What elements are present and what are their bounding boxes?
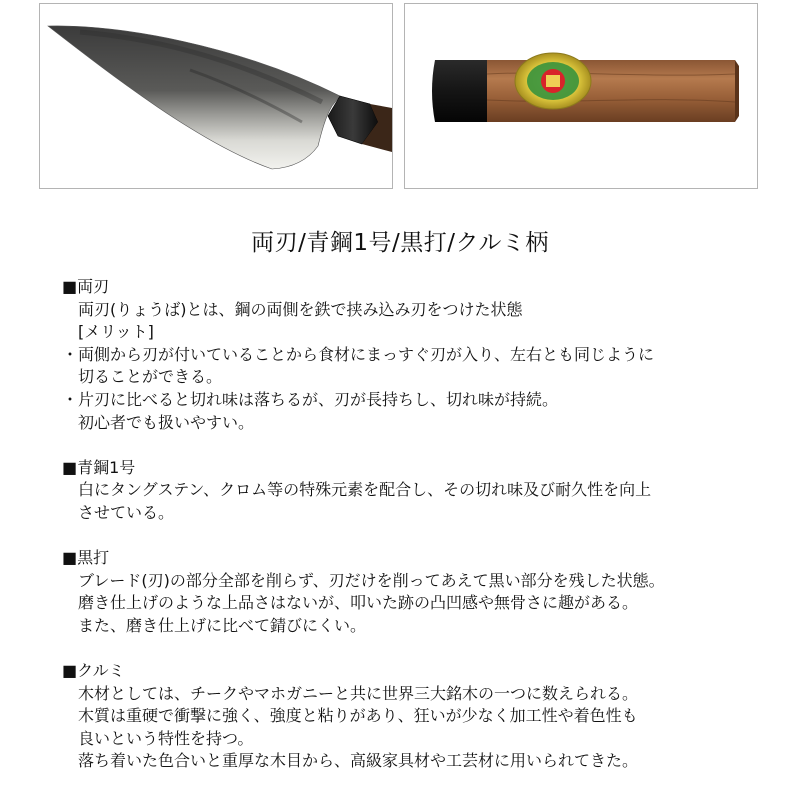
- body-line: 木質は重硬で衝撃に強く、強度と粘りがあり、狂いが少なく加工性や着色性も: [78, 706, 638, 726]
- bullet-line: ・片刃に比べると切れ味は落ちるが、刃が長持ちし、切れ味が持続。: [62, 389, 559, 409]
- body-line: また、磨き仕上げに比べて錆びにくい。: [78, 615, 367, 635]
- section-heading: ■青鋼1号: [62, 457, 136, 477]
- section-heading: ■両刃: [62, 277, 110, 296]
- section: [62, 547, 782, 637]
- body-line: 白にタングステン、クロム等の特殊元素を配合し、その切れ味及び耐久性を向上: [78, 480, 652, 500]
- knife-blade-photo: [39, 3, 393, 189]
- body-line: 初心者でも扱いやすい。: [78, 412, 255, 432]
- knife-blade-image: [40, 4, 392, 188]
- page-title: 両刃/青鋼1号/黒打/クルミ柄: [251, 230, 549, 256]
- section-spacer: [62, 525, 782, 548]
- section-spacer: [62, 638, 782, 661]
- body-line: 切ることができる。: [78, 367, 223, 387]
- body-line: 両刃(りょうば)とは、鋼の両側を鉄で挟み込み刃をつけた状態: [78, 299, 523, 319]
- section: [62, 660, 782, 773]
- body-line: 良いという特性を持つ。: [78, 728, 254, 748]
- section: [62, 457, 782, 525]
- section: [62, 276, 782, 434]
- body-line: 磨き仕上げのような上品さはないが、叩いた跡の凸凹感や無骨さに趣がある。: [78, 593, 639, 613]
- section-heading: ■クルミ: [62, 661, 125, 681]
- body-line: ブレード(刃)の部分全部を削らず、刃だけを削ってあえて黒い部分を残した状態。: [78, 570, 665, 590]
- body-line: 木材としては、チークやマホガニーと共に世界三大銘木の一つに数えられる。: [78, 683, 639, 703]
- brand-seal-icon: [515, 53, 591, 109]
- body-line: [メリット]: [78, 322, 154, 342]
- bullet-line: ・両側から刃が付いていることから食材にまっすぐ刃が入り、左右とも同じように: [62, 344, 655, 364]
- description-body: [62, 276, 782, 773]
- walnut-handle-photo: [404, 3, 758, 189]
- walnut-handle-image: [405, 4, 757, 188]
- body-line: させている。: [78, 502, 175, 522]
- body-line: 落ち着いた色合いと重厚な木目から、高級家具材や工芸材に用いられてきた。: [78, 751, 639, 771]
- section-heading: ■黒打: [62, 548, 110, 568]
- section-spacer: [62, 434, 782, 457]
